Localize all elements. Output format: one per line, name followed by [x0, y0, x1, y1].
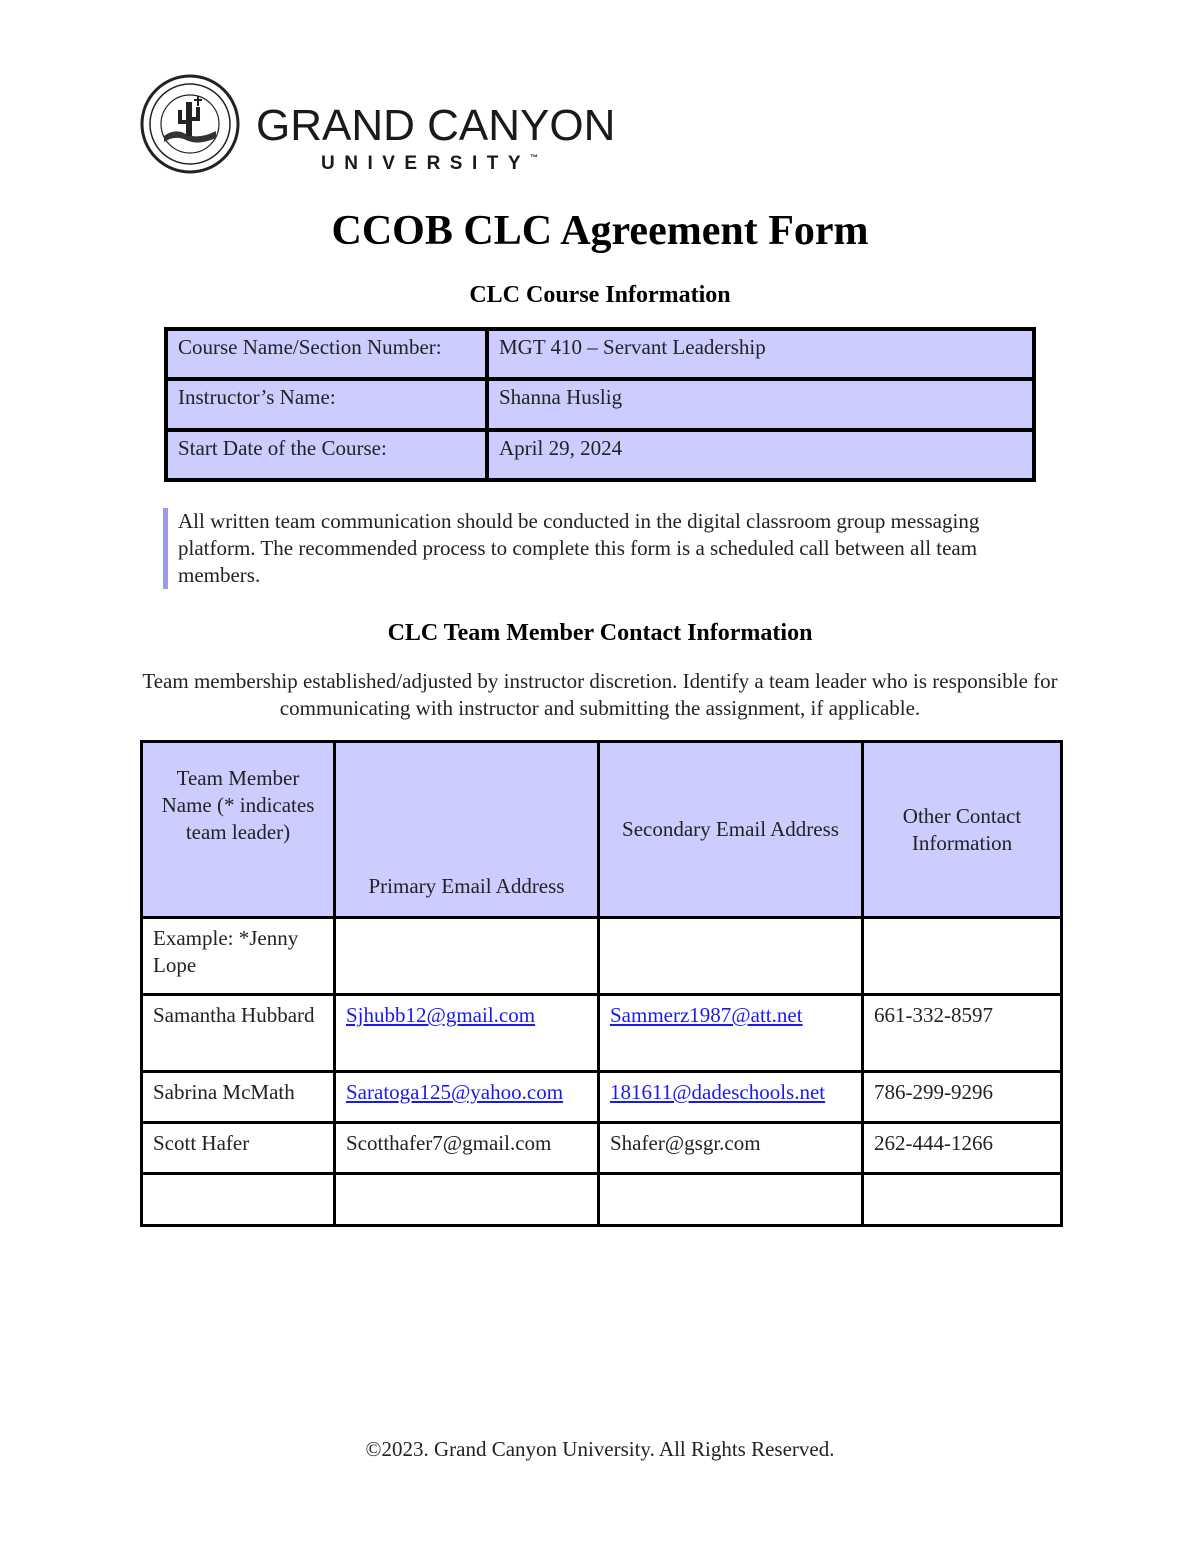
member-other-contact: 786-299-9296: [863, 1072, 1062, 1123]
member-primary-email: [335, 1174, 599, 1226]
member-secondary-email-link[interactable]: 181611@dadeschools.net: [610, 1080, 826, 1104]
member-primary-email-cell: [335, 1072, 599, 1123]
member-name: Sabrina McMath: [142, 1072, 335, 1123]
communication-notice: All written team communication should be conducted in the digital classroom group messaging platform. The recommended process to complete this form is a scheduled call between all team members.: [163, 508, 1058, 589]
course-info-table: [164, 327, 1036, 482]
column-header-other-contact: Other Contact Information: [863, 742, 1062, 918]
member-other-contact: [863, 918, 1062, 995]
member-secondary-email-cell: [599, 995, 863, 1072]
member-name: Scott Hafer: [142, 1123, 335, 1174]
column-header-primary-email: Primary Email Address: [335, 742, 599, 918]
member-other-contact: [863, 1174, 1062, 1226]
university-seal-icon: [140, 74, 240, 174]
member-name: Example: *Jenny Lope: [142, 918, 335, 995]
logo-university-text: UNIVERSITY: [321, 153, 531, 174]
member-secondary-email-link[interactable]: Sammerz1987@att.net: [610, 1003, 803, 1027]
copyright-footer: ©2023. Grand Canyon University. All Rights Reserved.: [365, 1437, 835, 1461]
trademark-symbol: ™: [530, 153, 539, 162]
instructor-label: Instructor’s Name:: [166, 379, 487, 429]
course-row: [166, 329, 1034, 379]
start-date-label: Start Date of the Course:: [166, 430, 487, 480]
table-row: [142, 1174, 1062, 1226]
member-primary-email-link[interactable]: Sjhubb12@gmail.com: [346, 1003, 536, 1027]
course-row: [166, 379, 1034, 429]
instructor-value: Shanna Huslig: [487, 379, 1034, 429]
course-name-label: Course Name/Section Number:: [166, 329, 487, 379]
member-primary-email: Scotthafer7@gmail.com: [335, 1123, 599, 1174]
member-secondary-email: [599, 1174, 863, 1226]
table-row: [142, 1123, 1062, 1174]
logo-line-grand-canyon: GRAND CANYON: [256, 101, 616, 150]
course-name-value: MGT 410 – Servant Leadership: [487, 329, 1034, 379]
member-other-contact: 661-332-8597: [863, 995, 1062, 1072]
course-row: [166, 430, 1034, 480]
table-row: [142, 918, 1062, 995]
team-intro-text: Team membership established/adjusted by instructor discretion. Identify a team leader who is responsible for communicating with instructor and submitting the assignment, if applicable.: [142, 669, 1058, 720]
table-row: [142, 995, 1062, 1072]
logo-line-university: [321, 154, 538, 173]
start-date-value: April 29, 2024: [487, 430, 1034, 480]
member-secondary-email-cell: [599, 1072, 863, 1123]
table-header-row: [142, 742, 1062, 918]
course-info-heading: CLC Course Information: [469, 282, 731, 308]
team-contact-table: [140, 740, 1063, 1227]
member-other-contact: 262-444-1266: [863, 1123, 1062, 1174]
member-secondary-email: [599, 918, 863, 995]
page-title: CCOB CLC Agreement Form: [331, 208, 869, 254]
university-logo: [140, 74, 620, 174]
member-primary-email-cell: [335, 995, 599, 1072]
member-primary-email: [335, 918, 599, 995]
member-secondary-email: Shafer@gsgr.com: [599, 1123, 863, 1174]
member-name: Samantha Hubbard: [142, 995, 335, 1072]
column-header-name: Team Member Name (* indicates team leader): [142, 742, 335, 918]
team-contact-heading: CLC Team Member Contact Information: [387, 620, 813, 646]
column-header-secondary-email: Secondary Email Address: [599, 742, 863, 918]
table-row: [142, 1072, 1062, 1123]
member-name: [142, 1174, 335, 1226]
member-primary-email-link[interactable]: Saratoga125@yahoo.com: [346, 1080, 564, 1104]
